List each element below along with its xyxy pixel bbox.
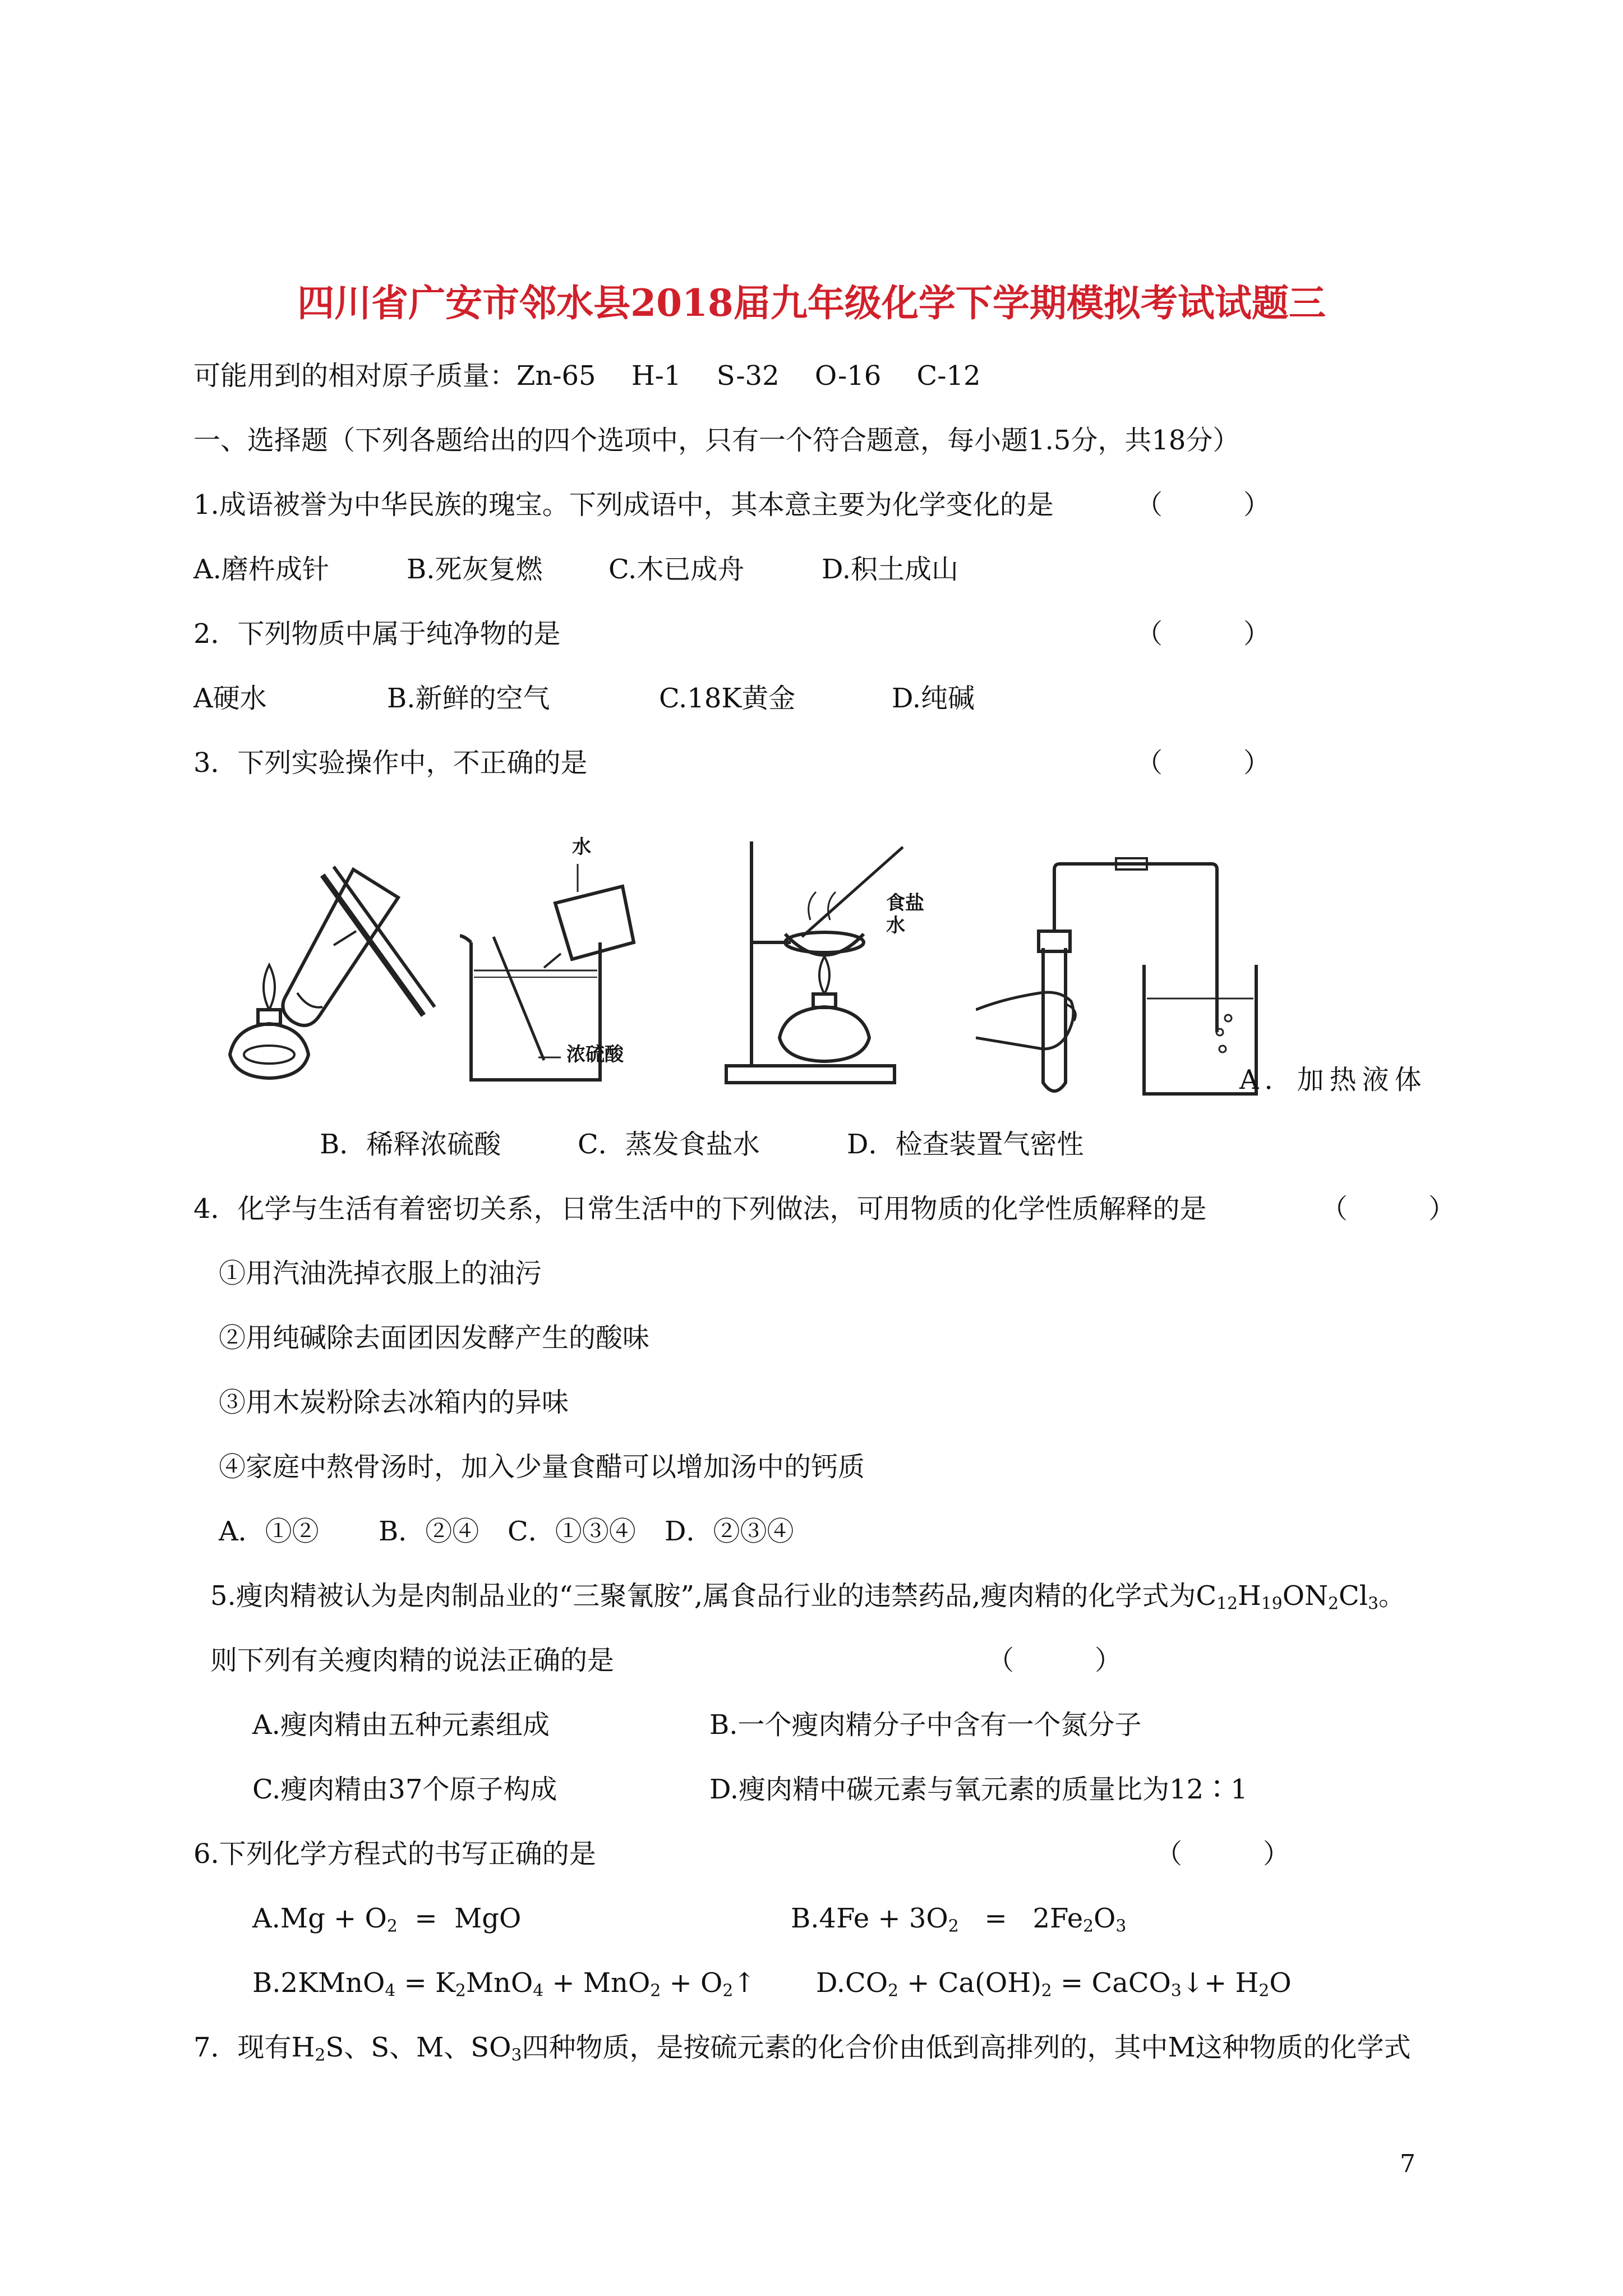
q1-option-a: A.磨杵成针: [193, 554, 329, 585]
section-heading: 一、选择题（下列各题给出的四个选项中，只有一个符合题意，每小题1.5分，共18分）: [193, 425, 1240, 456]
q2-option-b: B.新鲜的空气: [387, 683, 550, 714]
q1-option-d: D.积土成山: [822, 554, 959, 585]
figure-heating-liquid: [213, 847, 437, 1088]
figure-gas-tightness: [976, 847, 1267, 1099]
q1-answer-paren: （ ）: [1136, 489, 1271, 521]
q3-stem: 3．下列实验操作中，不正确的是: [193, 747, 588, 779]
q5-option-a: A.瘦肉精由五种元素组成: [252, 1709, 550, 1741]
q4-item-2: ②用纯碱除去面团因发酵产生的酸味: [219, 1322, 650, 1354]
page-number: 7: [1400, 2150, 1415, 2178]
q6-stem: 6.下列化学方程式的书写正确的是: [193, 1838, 596, 1870]
label-water: 水: [572, 836, 591, 858]
q5-option-d: D.瘦肉精中碳元素与氧元素的质量比为12∶1: [709, 1774, 1248, 1805]
q4-option-d: D．②③④: [665, 1516, 794, 1547]
exam-title: 四川省广安市邻水县2018届九年级化学下学期模拟考试试题三: [297, 281, 1326, 325]
q4-option-b: B．②④: [379, 1516, 479, 1547]
q4-stem: 4．化学与生活有着密切关系，日常生活中的下列做法，可用物质的化学性质解释的是: [193, 1193, 1207, 1225]
q1-option-c: C.木已成舟: [608, 554, 745, 585]
q1-stem: 1.成语被誉为中华民族的瑰宝。下列成语中，其本意主要为化学变化的是: [193, 489, 1054, 521]
q3-option-c: C．蒸发食盐水: [578, 1129, 760, 1160]
q4-item-3: ③用木炭粉除去冰箱内的异味: [219, 1387, 569, 1418]
q3-answer-paren: （ ）: [1136, 747, 1271, 779]
q6-answer-paren: （ ）: [1155, 1838, 1290, 1870]
figure-evaporating-brine: [718, 830, 931, 1088]
q5-option-b: B.一个瘦肉精分子中含有一个氮分子: [709, 1709, 1142, 1741]
q2-option-a: A硬水: [193, 683, 267, 714]
q6-option-b: $B.4Fe + 3O_2 = 2Fe_2O_3$: [791, 1903, 1127, 1936]
figure-diluting-acid: [460, 836, 645, 1088]
q4-option-c: C．①③④: [508, 1516, 636, 1547]
q2-option-d: D.纯碱: [892, 683, 975, 714]
atomic-masses: 可能用到的相对原子质量：Zn-65 H-1 S-32 O-16 C-12: [193, 360, 981, 392]
q4-item-4: ④家庭中熬骨汤时，加入少量食醋可以增加汤中的钙质: [219, 1451, 865, 1483]
q7-stem: 7．现有$H_2S$、S、M、$SO_3$四种物质，是按硫元素的化合价由低到高排列的，其中M这种物质的化学式: [193, 2032, 1411, 2065]
label-salt-water: 食盐水: [886, 892, 924, 937]
q2-option-c: C.18K黄金: [659, 683, 796, 714]
q2-answer-paren: （ ）: [1136, 618, 1271, 650]
q4-option-a: A．①②: [219, 1516, 319, 1547]
q3-option-d: D．检查装置气密性: [847, 1129, 1084, 1160]
q5-answer-paren: （ ）: [987, 1645, 1122, 1676]
q1-option-b: B.死灰复燃: [407, 554, 543, 585]
q2-stem: 2．下列物质中属于纯净物的是: [193, 618, 561, 650]
q3-option-b: B．稀释浓硫酸: [320, 1129, 501, 1160]
q5-option-c: C.瘦肉精由37个原子构成: [252, 1774, 557, 1805]
label-conc-sulfuric-acid: 浓硫酸: [566, 1043, 624, 1066]
q5-stem-cont: 则下列有关瘦肉精的说法正确的是: [210, 1645, 615, 1676]
q6-option-a: $A.Mg + O_2$ = MgO: [252, 1903, 522, 1936]
q5-stem: 5.瘦肉精被认为是肉制品业的“三聚氰胺”,属食品行业的违禁药品,瘦肉精的化学式为$C_{12}H_{19}ON_2Cl_3$。: [210, 1580, 1406, 1614]
q4-answer-paren: （ ）: [1321, 1193, 1456, 1225]
q6-option-c: B.2KMnO$_4$ = $K_2MnO_4 + MnO_2$ + $O_2↑$: [252, 1967, 756, 2001]
q3-option-a: A．加热液体: [1239, 1064, 1427, 1096]
q4-item-1: ①用汽油洗掉衣服上的油污: [219, 1258, 542, 1289]
q5-formula: $C_{12}H_{19}ON_2Cl_3$。: [1196, 1580, 1406, 1614]
q6-option-d: $D.CO_2 + Ca(OH)_2$ = CaCO$_3$↓+ $H_2O$: [816, 1967, 1292, 2001]
